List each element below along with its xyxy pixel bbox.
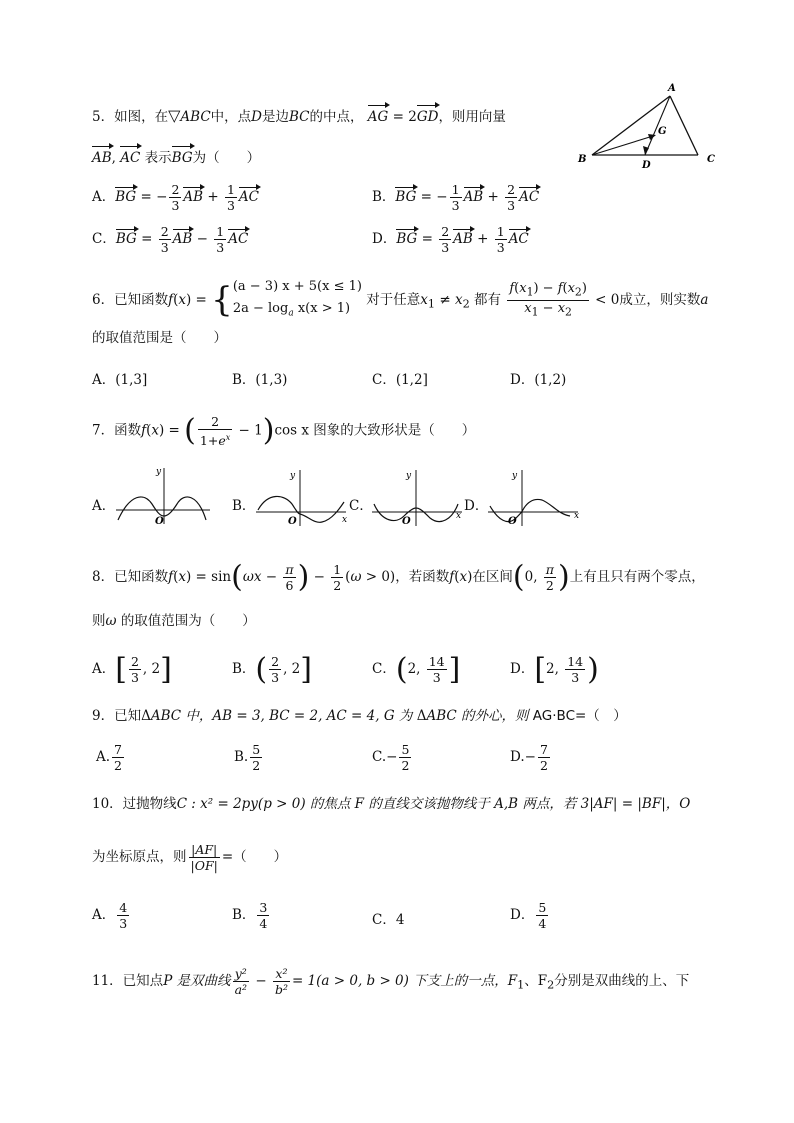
q7-graph-a (112, 464, 212, 528)
q5-line2: AB, AC 表示BG为（ ） (92, 150, 261, 166)
q8-line1: 8．已知函数f(x) = sin(ωx − $\frac{\pi}{6}$ ) − $\frac{1}{2}$ (ω > 0)，若函数f(x)在区间(0, $\frac{\pi}{2}$ )上有且只有两个零点， (92, 559, 705, 595)
q5-option-c: C．BG = $\frac{2}{3}$ AB − $\frac{1}{3}$ AC (92, 224, 249, 255)
q9-option-a: A. $\frac{7}{2}$ (96, 742, 122, 773)
q10-line2: 为坐标原点，则 $\frac{|AF|}{|OF|}$ =（ ） (92, 842, 288, 873)
svg-text:O: O (508, 516, 517, 527)
q9-line1: 9．已知ΔABC 中，AB = 3, BC = 2, AC = 4, G 为 ΔABC 的外心，则 AG·BC=（ ） (92, 708, 627, 724)
q6-option-c: C．(1,2] (372, 372, 428, 388)
svg-text:y: y (290, 471, 296, 481)
q10-option-a: A． $\frac{4}{3}$ (92, 900, 128, 931)
q5-line1: 5．如图，在▽ABC中，点D是边BC的中点， AG = 2GD，则用向量 (92, 106, 506, 125)
q10-option-b: B． $\frac{3}{4}$ (232, 900, 268, 931)
vertex-c-label: C (707, 154, 715, 165)
q7-graph-c (368, 466, 468, 528)
q9-option-d: D.− $\frac{7}{2}$ (510, 742, 548, 773)
svg-text:x: x (574, 511, 580, 521)
vertex-a-label: A (668, 83, 676, 94)
svg-text:y: y (406, 471, 412, 481)
q10-option-d: D． $\frac{5}{4}$ (510, 900, 547, 931)
q11-line1: 11．已知点P 是双曲线 $\frac{\text{y²}}{\text{a²}}$ − $\frac{\text{x²}}{\text{b²}}$ = 1(a > 0, b > 0) 下支上的一点，$F_1$、$F_2$分别是双曲线的上、下 (92, 966, 690, 997)
point-d-label: D (642, 160, 651, 170)
q7-line1: 7．函数f(x) = ( $\frac{2}{1+e^x}$ − 1)cos x 图象的大致形状是（ ） (92, 413, 476, 449)
q8-option-c: C．(2, $\frac{14}{3}$ ] (372, 652, 461, 687)
q6-option-b: B．(1,3) (232, 372, 288, 388)
svg-text:O: O (155, 516, 164, 527)
q7-label-d: D． (464, 498, 489, 514)
q9-option-c: C.− $\frac{5}{2}$ (372, 742, 410, 773)
q10-line1: 10．过抛物线C : x² = 2py(p > 0) 的焦点 F 的直线交该抛物线于 A,B 两点，若 3|AF| = |BF|，O (92, 796, 691, 812)
q5-triangle-figure (570, 78, 720, 170)
q9-option-b: B. $\frac{5}{2}$ (234, 742, 261, 773)
svg-text:x: x (342, 515, 348, 525)
q6-line1: 6．已知函数f(x) = {(a − 3) x + 5(x ≤ 1) $2a - \log_a x(x > 1)$ 对于任意$x_1 \ne x_2$ 都有 $\frac{f(x_1) - f(x_2)}{x_1 - x_2}$ < 0成立，则实数a (92, 279, 709, 321)
q5-option-b: B．BG = − $\frac{1}{3}$ AB + $\frac{2}{3}$ AC (372, 182, 540, 213)
point-g-label: G (658, 126, 667, 137)
svg-text:y: y (156, 467, 162, 477)
svg-text:O: O (288, 516, 297, 527)
q5-option-a: A．BG = − $\frac{2}{3}$ AB + $\frac{1}{3}$ AC (92, 182, 260, 213)
vertex-b-label: B (578, 154, 587, 165)
q6-option-a: A．(1,3] (92, 372, 148, 388)
q8-option-b: B．( $\frac{2}{3}$ , 2] (232, 652, 312, 687)
q6-line2: 的取值范围是（ ） (92, 330, 227, 346)
q10-option-c: C．4 (372, 912, 405, 928)
svg-text:O: O (402, 516, 411, 527)
svg-text:y: y (512, 471, 518, 481)
q5-option-d: D．BG = $\frac{2}{3}$ AB + $\frac{1}{3}$ AC (372, 224, 529, 255)
q8-line2: 则ω 的取值范围为（ ） (92, 613, 256, 629)
svg-text:x: x (456, 511, 462, 521)
q7-label-c: C． (349, 498, 373, 514)
q8-option-a: A．[ $\frac{2}{3}$ , 2] (92, 652, 172, 687)
q7-graph-b (252, 466, 352, 528)
q7-graph-d (484, 466, 584, 528)
q7-label-b: B． (232, 498, 256, 514)
q6-option-d: D．(1,2) (510, 372, 567, 388)
q7-label-a: A． (92, 498, 116, 514)
q8-option-d: D．[2, $\frac{14}{3}$ ) (510, 652, 599, 687)
